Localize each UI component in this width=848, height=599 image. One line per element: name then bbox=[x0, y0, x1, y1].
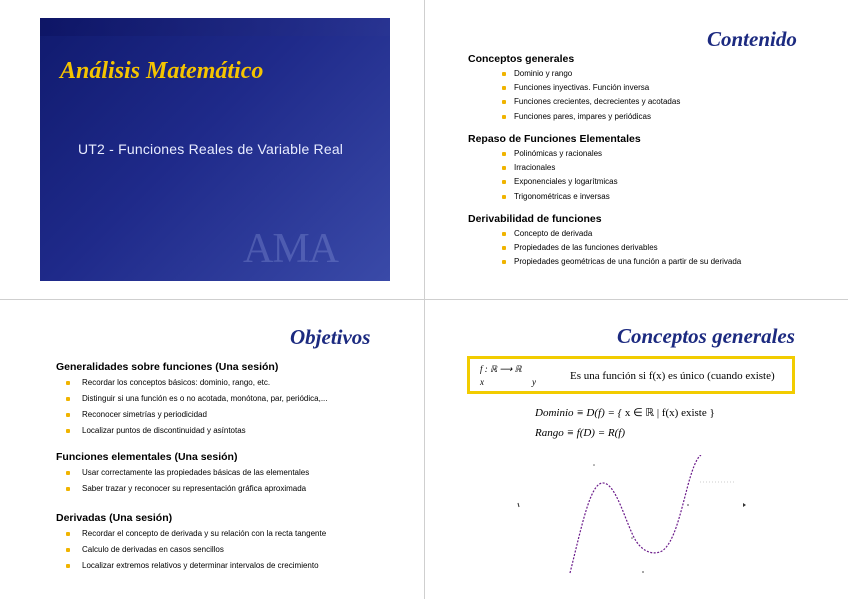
list-item: Saber trazar y reconocer su representación gráfica aproximada bbox=[56, 481, 309, 497]
function-definition-box bbox=[467, 356, 795, 394]
list-item: Calculo de derivadas en casos sencillos bbox=[56, 542, 326, 558]
domain-rhs: x ∈ ℝ | f(x) existe } bbox=[622, 407, 715, 419]
mapping-y: y bbox=[532, 377, 536, 387]
list-item: Irracionales bbox=[468, 161, 641, 175]
dot-mark bbox=[631, 537, 633, 539]
section-generalidades bbox=[56, 361, 327, 439]
mapping-x: x bbox=[480, 377, 484, 387]
dot-mark bbox=[642, 571, 644, 573]
list-item: Propiedades geométricas de una función a partir de su derivada bbox=[468, 255, 741, 269]
section-heading: Conceptos generales bbox=[468, 53, 575, 65]
section-heading: Derivadas (Una sesión) bbox=[56, 512, 173, 524]
list-item: Distinguir si una función es o no acotada, monótona, par, periódica,... bbox=[56, 391, 327, 407]
range-definition: Rango ≡ f(D) = R(f) bbox=[535, 427, 625, 439]
section-derivadas bbox=[56, 512, 326, 574]
section-heading: Generalidades sobre funciones (Una sesión) bbox=[56, 361, 279, 373]
function-curve bbox=[570, 455, 701, 573]
list-item: Recordar los conceptos básicos: dominio, rango, etc. bbox=[56, 375, 327, 391]
section-elementales bbox=[56, 451, 309, 497]
unit-subtitle: UT2 - Funciones Reales de Variable Real bbox=[78, 141, 344, 157]
slide-title-objetivos: Objetivos bbox=[290, 325, 371, 349]
section-heading: Repaso de Funciones Elementales bbox=[468, 133, 641, 145]
domain-lhs: Dominio ≡ D(f) = { bbox=[535, 407, 623, 419]
section-heading: Funciones elementales (Una sesión) bbox=[56, 451, 238, 463]
list-item: Trigonométricas e inversas bbox=[468, 190, 641, 204]
function-graph bbox=[510, 455, 755, 580]
list-item: Propiedades de las funciones derivables bbox=[468, 241, 741, 255]
course-title: Análisis Matemático bbox=[60, 58, 264, 84]
list-item: Funciones crecientes, decrecientes y acotadas bbox=[468, 95, 680, 109]
dot-mark bbox=[687, 504, 689, 506]
list-item: Polinómicas y racionales bbox=[468, 147, 641, 161]
list-item: Concepto de derivada bbox=[468, 227, 741, 241]
list-item: Localizar extremos relativos y determinar intervalos de crecimiento bbox=[56, 558, 326, 574]
ama-watermark: AMA bbox=[243, 226, 339, 272]
list-item: Exponenciales y logarítmicas bbox=[468, 175, 641, 189]
mapping-variables bbox=[480, 377, 536, 387]
list-item: Dominio y rango bbox=[468, 67, 680, 81]
domain-definition bbox=[535, 406, 715, 419]
section-conceptos bbox=[468, 53, 680, 124]
list-item: Usar correctamente las propiedades básicas de las elementales bbox=[56, 465, 309, 481]
right-arrow-mark bbox=[743, 503, 746, 507]
horizontal-divider bbox=[0, 299, 848, 300]
section-derivabilidad bbox=[468, 213, 741, 270]
list-item: Localizar puntos de discontinuidad y asíntotas bbox=[56, 423, 327, 439]
list-item: Recordar el concepto de derivada y su relación con la recta tangente bbox=[56, 526, 326, 542]
left-tick-mark bbox=[518, 503, 519, 507]
list-item: Funciones inyectivas. Función inversa bbox=[468, 81, 680, 95]
slide-title-conceptos: Conceptos generales bbox=[617, 324, 795, 348]
function-mapping: f : ℝ ⟶ ℝ bbox=[480, 364, 522, 374]
dot-mark bbox=[593, 464, 595, 466]
title-stripe bbox=[40, 18, 390, 36]
function-description: Es una función si f(x) es único (cuando existe) bbox=[570, 370, 775, 382]
list-item: Reconocer simetrías y periodicidad bbox=[56, 407, 327, 423]
list-item: Funciones pares, impares y periódicas bbox=[468, 110, 680, 124]
section-heading: Derivabilidad de funciones bbox=[468, 213, 602, 225]
slide-title-contenido: Contenido bbox=[707, 27, 797, 51]
section-repaso bbox=[468, 133, 641, 204]
slide-1-title[interactable] bbox=[40, 18, 390, 281]
